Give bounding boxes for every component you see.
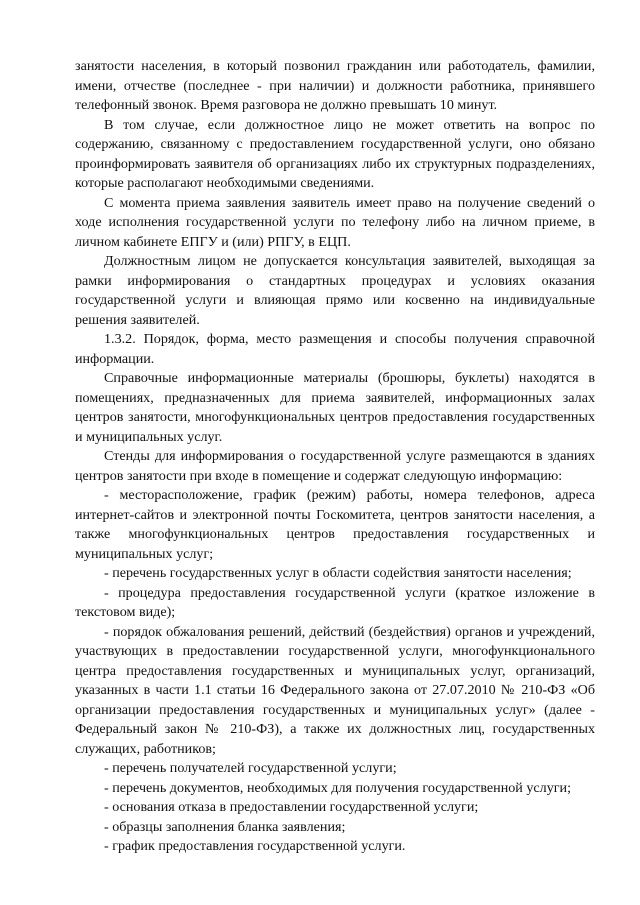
document-page [75,57,595,857]
list-item: - порядок обжалования решений, действий (бездействия) органов и учреждений, участвующих в предоставлении государственной услуги, многофункционального центра предоставления государственных и муниципальных услуг, организаций, указанных в части 1.1 статьи 16 Федерального закона от 27.07.2010 № 210-ФЗ «Об организации предоставления государственных и муниципальных услуг» (далее - Федеральный закон № 210-ФЗ), а также их должностных лиц, государственных служащих, работников; [75,623,595,757]
paragraph-consultation-limits: Должностным лицом не допускается консультация заявителей, выходящая за рамки информирования о стандартных процедурах и условиях оказания государственной услуги и влияющая прямо или косвенно на индивидуальные решения заявителей. [75,253,595,328]
list-item: - образцы заполнения бланка заявления; [104,818,346,835]
paragraph-reference-materials: Справочные информационные материалы (брошюры, буклеты) находятся в помещениях, предназначенных для приема заявителей, информационных залах центров занятости, многофункциональных центров предоставления государственных и муниципальных услуг. [75,370,595,445]
paragraph-call-details: занятости населения, в который позвонил гражданин или работодатель, фамилии, имени, отчестве (последнее - при наличии) и должности работника, принявшего телефонный звонок. Время разговора не должно превышать 10 минут. [75,58,595,113]
paragraph-status-info-right: С момента приема заявления заявитель имеет право на получение сведений о ходе исполнения государственной услуги по телефону либо на личном приеме, в личном кабинете ЕПГУ и (или) РПГУ, в ЕЦП. [75,194,595,250]
list-item: - перечень государственных услуг в области содействия занятости населения; [104,565,572,581]
list-item: - основания отказа в предоставлении государственной услуги; [104,799,479,815]
list-item: - месторасположение, график (режим) работы, номера телефонов, адреса интернет-сайтов и электронной почты Госкомитета, центров занятости населения, а также многофункциональных центров предоставления государственных и муниципальных услуг; [75,487,595,562]
section-heading-1-3-2: 1.3.2. Порядок, форма, место размещения и способы получения справочной информации. [75,331,595,367]
list-item: - перечень документов, необходимых для получения государственной услуги; [104,779,571,796]
list-item: - процедура предоставления государственной услуги (краткое изложение в текстовом виде); [75,584,595,620]
paragraph-redirect-inquiry: В том случае, если должностное лицо не может ответить на вопрос по содержанию, связанному с предоставлением государственной услуги, оно обязано проинформировать заявителя об организациях либо их структурных подразделениях, которые располагают необходимыми сведениями. [75,116,595,191]
paragraph-info-stands: Стенды для информирования о государственной услуге размещаются в зданиях центров занятости при входе в помещение и содержат следующую информацию: [75,448,595,484]
list-item: - перечень получателей государственной услуги; [104,760,397,776]
list-item: - график предоставления государственной услуги. [104,838,406,854]
